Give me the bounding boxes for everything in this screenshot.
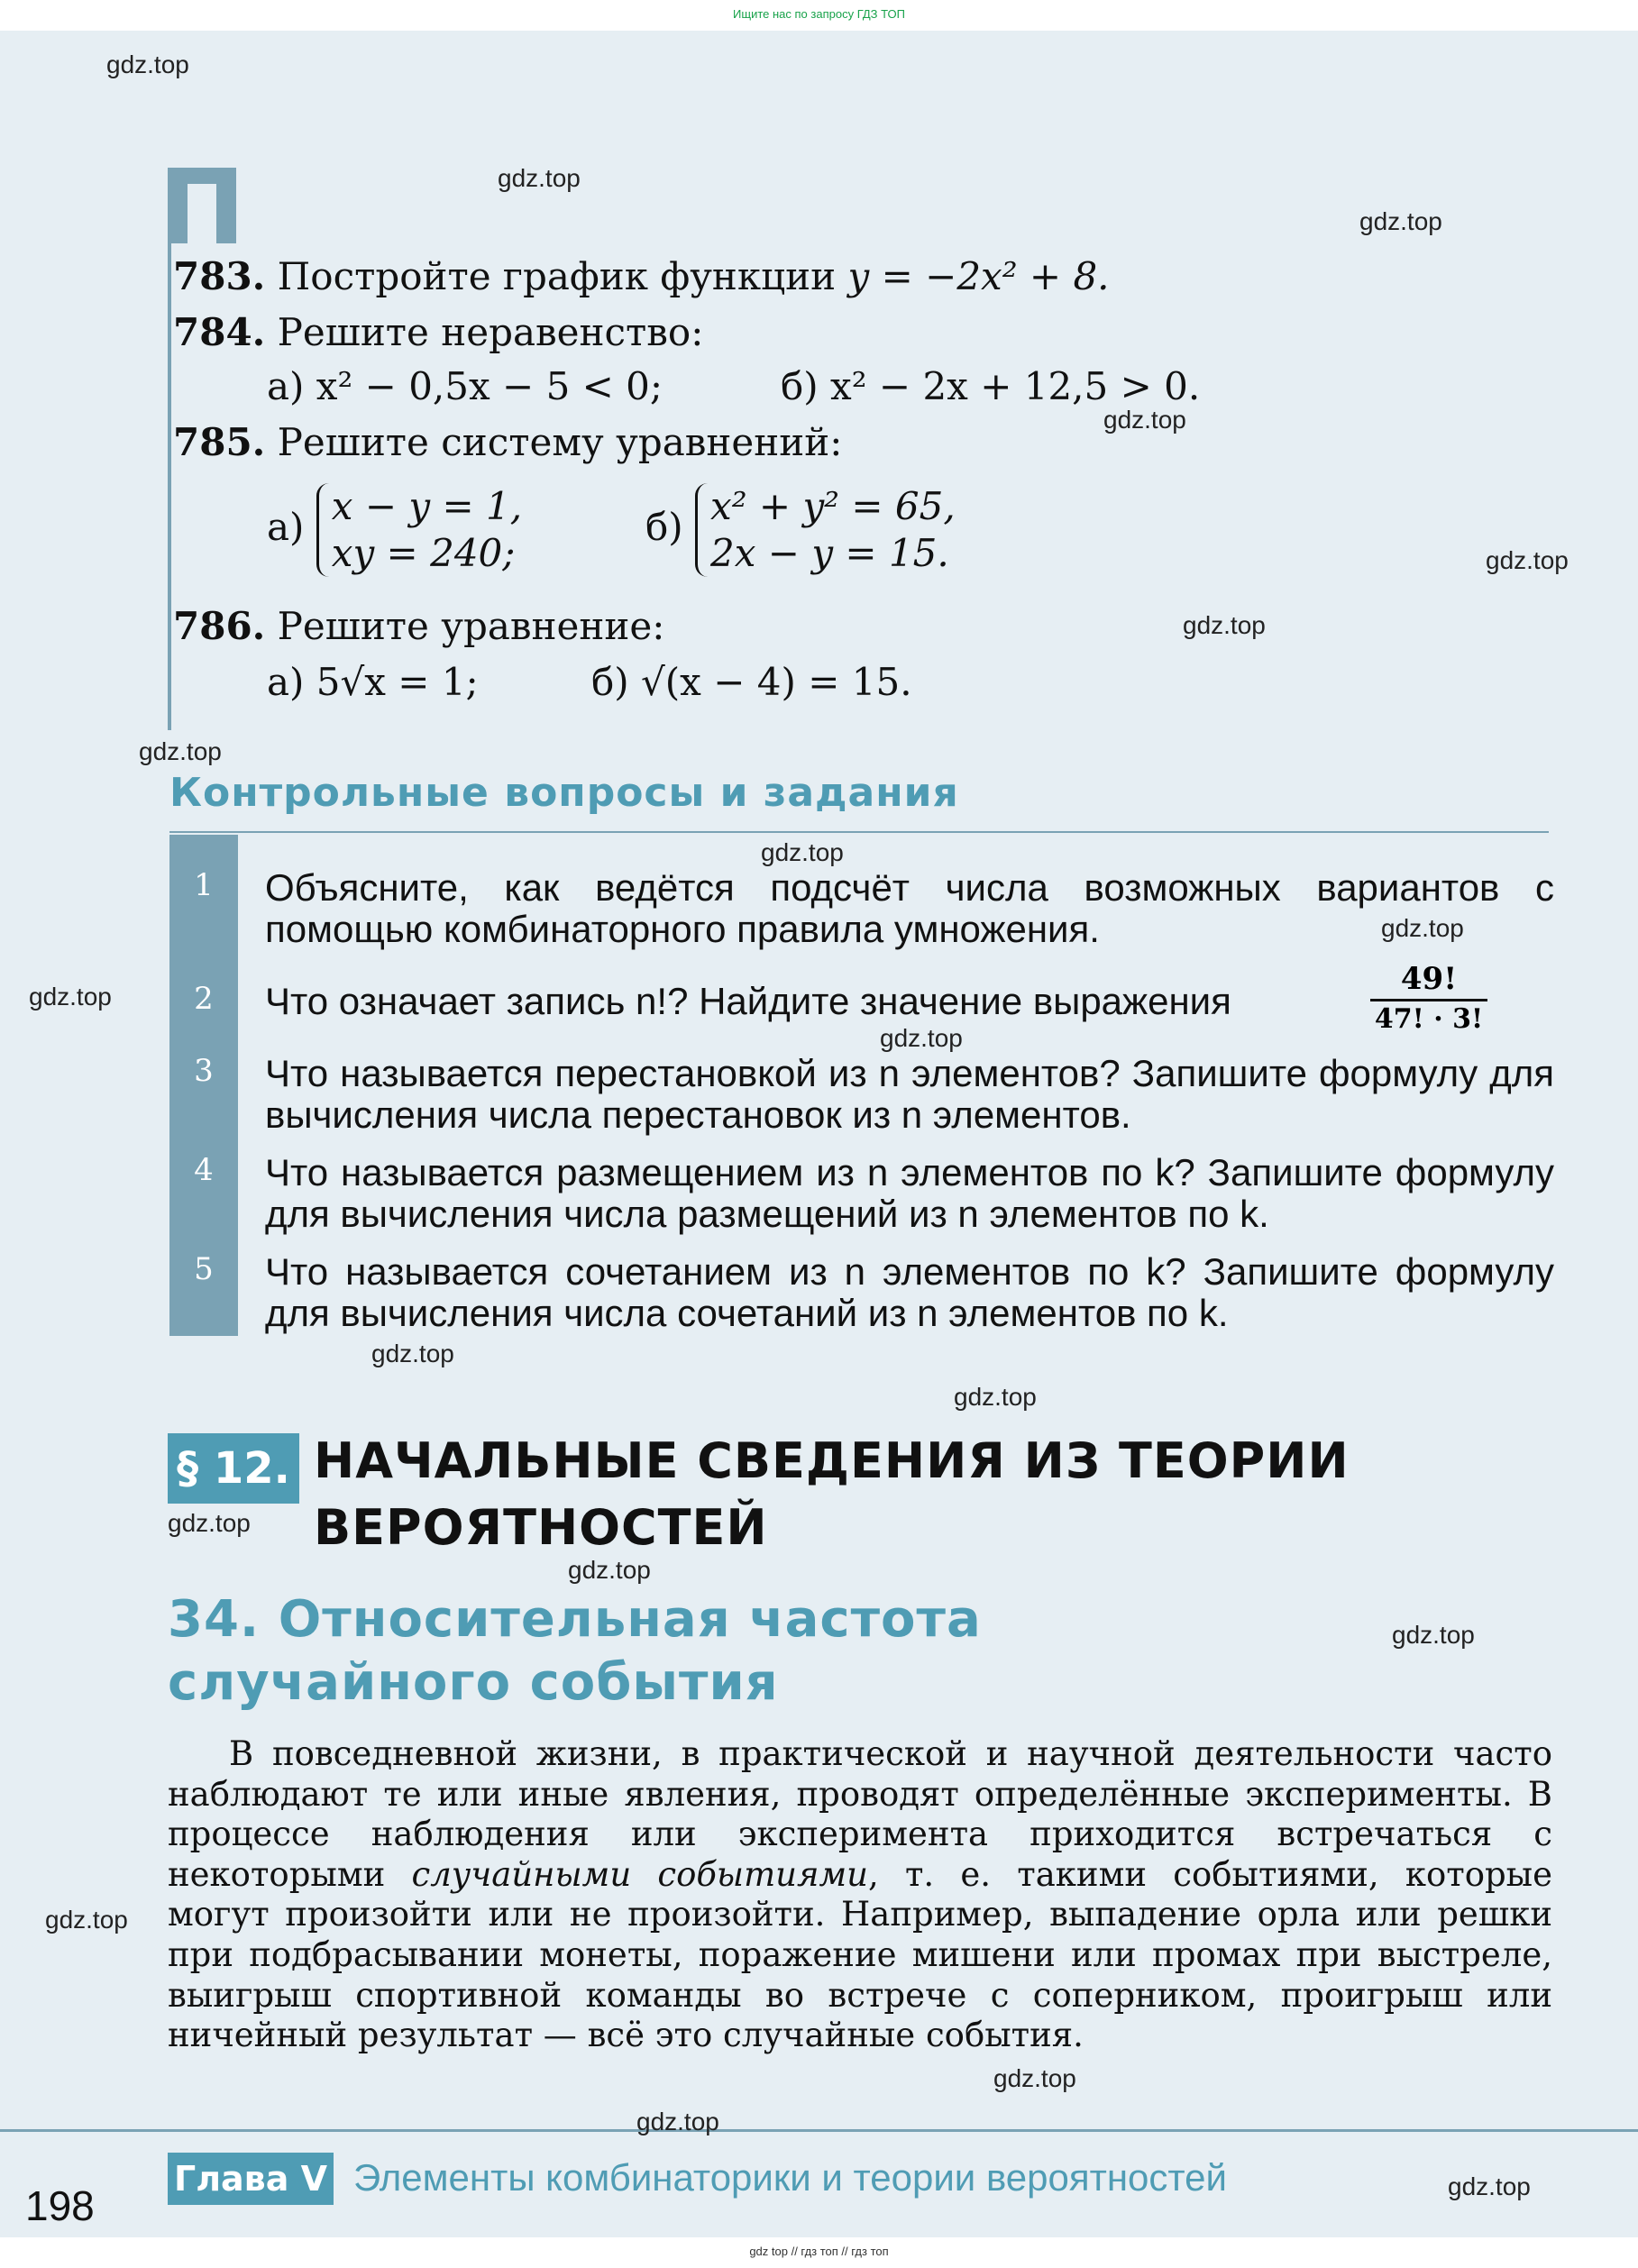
exercise-formula: y = −2x² + 8. bbox=[847, 254, 1110, 298]
footer-divider bbox=[0, 2129, 1638, 2132]
subsection-title bbox=[168, 1588, 982, 1715]
question-text: Что называется размещением из n элементов по k? Запишите формулу для вычисления числа размещений из n элементов по k. bbox=[265, 1151, 1554, 1235]
exercise-number: 786. bbox=[173, 604, 266, 648]
question-number: 1 bbox=[194, 867, 214, 903]
chapter-badge: Глава V bbox=[168, 2153, 334, 2205]
exercise-text: Решите уравнение: bbox=[277, 604, 665, 648]
question-text: Что означает запись n!? Найдите значение выражения bbox=[265, 980, 1231, 1022]
watermark: gdz.top bbox=[371, 1340, 454, 1367]
question-number: 2 bbox=[194, 981, 214, 1017]
question-number: 4 bbox=[194, 1152, 214, 1188]
section-title-line: НАЧАЛЬНЫЕ СВЕДЕНИЯ ИЗ ТЕОРИИ bbox=[314, 1432, 1350, 1489]
exercise-number: 784. bbox=[173, 310, 266, 354]
exercise-783 bbox=[173, 254, 1110, 298]
exercise-text: Постройте график функции bbox=[277, 254, 837, 298]
exercise-number: 785. bbox=[173, 420, 266, 464]
watermark: gdz.top bbox=[498, 164, 581, 192]
system-line: x − y = 1, bbox=[331, 484, 523, 528]
chapter-title: Элементы комбинаторики и теории вероятностей bbox=[353, 2156, 1227, 2199]
fraction-expression bbox=[1370, 961, 1487, 1035]
part-label: б) bbox=[645, 505, 683, 549]
exercise-785-b bbox=[645, 483, 956, 577]
question-text: Объясните, как ведётся подсчёт числа возможных вариантов с помощью комбинаторного правила умножения. bbox=[265, 866, 1554, 950]
practice-side-line bbox=[168, 243, 171, 730]
bottom-banner: gdz top // гдз топ // гдз топ bbox=[749, 2245, 889, 2258]
body-text: В повседневной жизни, в практической и научной деятельности часто наблюдают те или иные явления, проводят определённые эксперименты. В процессе наблюдения или эксперимента приходится встречаться с некоторыми bbox=[168, 1734, 1552, 1894]
section-title-line: ВЕРОЯТНОСТЕЙ bbox=[314, 1499, 768, 1556]
system-line: 2x − y = 15. bbox=[710, 531, 949, 575]
body-text: , т. е. такими событиями, которые могут произойти или не произойти. Например, выпадение орла или решки при подбрасывании монеты, поражение мишени или промах при выстреле, выигрыш спортивной команды во встрече с соперником, проигрыш или ничейный результат — всё это случайные события. bbox=[168, 1854, 1553, 2055]
divider bbox=[169, 831, 1549, 833]
exercise-784-a: а) x² − 0,5x − 5 < 0; bbox=[267, 364, 663, 408]
watermark: gdz.top bbox=[168, 1509, 251, 1537]
fraction-denominator: 47! · 3! bbox=[1374, 1003, 1484, 1035]
emphasis-text: случайными событиями bbox=[411, 1854, 868, 1894]
fraction-numerator: 49! bbox=[1370, 961, 1487, 1001]
exercise-785-a bbox=[267, 483, 522, 577]
exercise-text: Решите систему уравнений: bbox=[277, 420, 843, 464]
exercise-786-b: б) √(x − 4) = 15. bbox=[591, 660, 912, 704]
watermark: gdz.top bbox=[1486, 546, 1569, 574]
watermark: gdz.top bbox=[568, 1556, 651, 1584]
watermark: gdz.top bbox=[1359, 207, 1442, 235]
exercise-784-b: б) x² − 2x + 12,5 > 0. bbox=[781, 364, 1201, 408]
question-number: 3 bbox=[194, 1053, 214, 1089]
watermark: gdz.top bbox=[1103, 406, 1186, 434]
equation-system-a bbox=[316, 483, 522, 577]
system-line: xy = 240; bbox=[331, 531, 516, 575]
exercise-text: Решите неравенство: bbox=[277, 310, 704, 354]
top-banner: Ищите нас по запросу ГДЗ ТОП bbox=[733, 7, 905, 21]
question-text: Что называется перестановкой из n элементов? Запишите формулу для вычисления числа перестановок из n элементов. bbox=[265, 1052, 1554, 1136]
watermark: gdz.top bbox=[636, 2108, 719, 2135]
part-label: а) bbox=[267, 505, 305, 549]
exercise-785 bbox=[173, 420, 842, 464]
control-questions-title: Контрольные вопросы и задания bbox=[169, 770, 959, 816]
watermark: gdz.top bbox=[45, 1906, 128, 1934]
section-title bbox=[314, 1428, 1350, 1561]
practice-p-icon bbox=[168, 168, 236, 243]
exercise-786-a: а) 5√x = 1; bbox=[267, 660, 479, 704]
section-badge: § 12. bbox=[168, 1433, 299, 1504]
watermark: gdz.top bbox=[106, 50, 189, 78]
watermark: gdz.top bbox=[1381, 914, 1464, 942]
page-number: 198 bbox=[25, 2182, 95, 2229]
watermark: gdz.top bbox=[880, 1024, 963, 1052]
question-text: Что называется сочетанием из n элементов по k? Запишите формулу для вычисления числа сочетаний из n элементов по k. bbox=[265, 1250, 1554, 1334]
exercise-784 bbox=[173, 310, 703, 354]
watermark: gdz.top bbox=[954, 1383, 1037, 1411]
system-line: x² + y² = 65, bbox=[710, 484, 956, 528]
question-number: 5 bbox=[194, 1251, 214, 1287]
body-paragraph bbox=[168, 1734, 1552, 2056]
watermark: gdz.top bbox=[761, 838, 844, 866]
subsection-title-line: 34. Относительная частота bbox=[168, 1590, 982, 1649]
watermark: gdz.top bbox=[29, 983, 112, 1011]
watermark: gdz.top bbox=[993, 2064, 1076, 2092]
exercise-786 bbox=[173, 604, 664, 648]
watermark: gdz.top bbox=[1392, 1621, 1475, 1649]
watermark: gdz.top bbox=[139, 737, 222, 765]
watermark: gdz.top bbox=[1448, 2172, 1531, 2200]
subsection-title-line: случайного события bbox=[168, 1653, 779, 1712]
exercise-number: 783. bbox=[173, 254, 266, 298]
equation-system-b bbox=[695, 483, 956, 577]
watermark: gdz.top bbox=[1183, 611, 1266, 639]
